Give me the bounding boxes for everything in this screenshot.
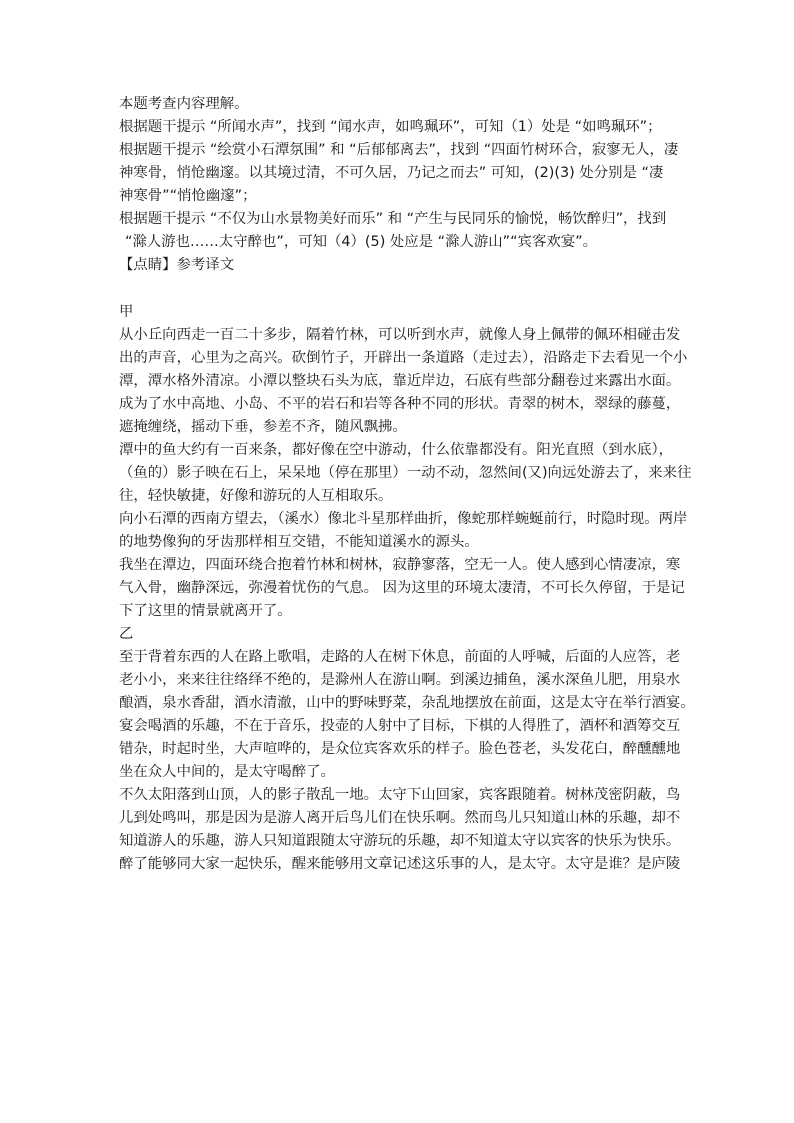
paragraph-line: 坐在众人中间的，是太守喝醉了。 [119,764,335,780]
paragraph-line: 儿到处鸣叫，那是因为是游人离开后鸟儿们在快乐啊。然而鸟儿只知道山林的乐趣，却不 [119,810,681,826]
paragraph-line: 我坐在潭边，四面环绕合抱着竹林和树林，寂静寥落，空无一人。使人感到心情凄凉，寒 [119,557,681,573]
paragraph-line: 错杂，时起时坐，大声喧哗的，是众位宾客欢乐的样子。脸色苍老，头发花白，醉醺醺地 [119,741,681,757]
paragraph-line: 不久太阳落到山顶，人的影子散乱一地。太守下山回家，宾客跟随着。树林茂密阴蔽，鸟 [119,787,681,803]
paragraph-line: 从小丘向西走一百二十多步，隔着竹林，可以听到水声，就像人身上佩带的佩环相碰击发 [119,327,681,343]
paragraph-line: 醉了能够同大家一起快乐，醒来能够用文章记述这乐事的人，是太守。太守是谁？是庐陵 [119,856,681,872]
section-heading-yi: 乙 [119,626,134,642]
analysis-line: 根据题干提示 “不仅为山水景物美好而乐” 和 “产生与民同乐的愉悦，畅饮醉归”，找到 [119,211,667,227]
paragraph-line: 知道游人的乐趣，游人只知道跟随太守游玩的乐趣，却不知道太守以宾客的快乐为快乐。 [119,833,681,849]
translation-jia [119,301,692,623]
section-heading-jia: 甲 [119,304,134,320]
paragraph-line: （鱼的）影子映在石上，呆呆地（停在那里）一动不动，忽然间(又)向远处游去了，来来往 [119,465,692,481]
paragraph-line: 下了这里的情景就离开了。 [119,603,292,619]
analysis-line: 本题考查内容理解。 [119,96,249,112]
paragraph-line: 老小小，来来往往络绎不绝的，是滁州人在游山啊。到溪边捕鱼，溪水深鱼儿肥，用泉水 [119,672,681,688]
paragraph-line: 出的声音，心里为之高兴。砍倒竹子，开辟出一条道路（走过去），沿路走下去看见一个小 [119,350,688,366]
translation-yi [119,623,695,876]
document-page [119,93,695,876]
paragraph-line: 往，轻快敏捷，好像和游玩的人互相取乐。 [119,488,393,504]
paragraph-line: 成为了水中高地、小岛、不平的岩石和岩等各种不同的形状。青翠的树木，翠绿的藤蔓， [119,396,681,412]
paragraph-line: 气入骨，幽静深远，弥漫着忧伤的气息。 因为这里的环境太凄清，不可长久停留，于是记 [119,580,685,596]
analysis-line: “滁人游也……太守醉也”，可知（4）(5) 处应是 “滁人游山”“宾客欢宴”。 [125,234,597,250]
analysis-line: 神寒骨，悄怆幽邃。以其境过清，不可久居，乃记之而去” 可知，(2)(3) 处分别是 “凄 [119,165,664,181]
paragraph-line: 潭中的鱼大约有一百来条，都好像在空中游动，什么依靠都没有。阳光直照（到水底）， [119,442,674,458]
analysis-line: 神寒骨”“悄怆幽邃”； [119,188,257,204]
paragraph-line: 向小石潭的西南方望去，（溪水）像北斗星那样曲折，像蛇那样蜿蜒前行，时隐时现。两岸 [119,511,688,527]
paragraph-line: 遮掩缠绕，摇动下垂，参差不齐，随风飘拂。 [119,419,407,435]
analysis-line: 根据题干提示 “绘赏小石潭氛围” 和 “后郁郁离去”，找到 “四面竹树环合，寂寥无人，凄 [119,142,679,158]
blank-line [119,277,679,301]
paragraph-line: 宴会喝酒的乐趣，不在于音乐，投壶的人射中了目标，下棋的人得胜了，酒杯和酒筹交互 [119,718,681,734]
paragraph-line: 的地势像狗的牙齿那样相互交错，不能知道溪水的源头。 [119,534,479,550]
paragraph-line: 酿酒，泉水香甜，酒水清澈，山中的野味野菜，杂乱地摆放在前面，这是太守在举行酒宴。 [119,695,695,711]
paragraph-line: 至于背着东西的人在路上歌唱，走路的人在树下休息，前面的人呼喊，后面的人应答，老 [119,649,681,665]
dianjing-heading: 【点睛】参考译文 [119,257,235,273]
analysis-line: 根据题干提示 “所闻水声”，找到 “闻水声，如鸣珮环”，可知（1）处是 “如鸣珮环”； [119,119,662,135]
analysis-section [119,93,679,277]
paragraph-line: 潭，潭水格外清凉。小潭以整块石头为底，靠近岸边，石底有些部分翻卷过来露出水面。 [119,373,681,389]
